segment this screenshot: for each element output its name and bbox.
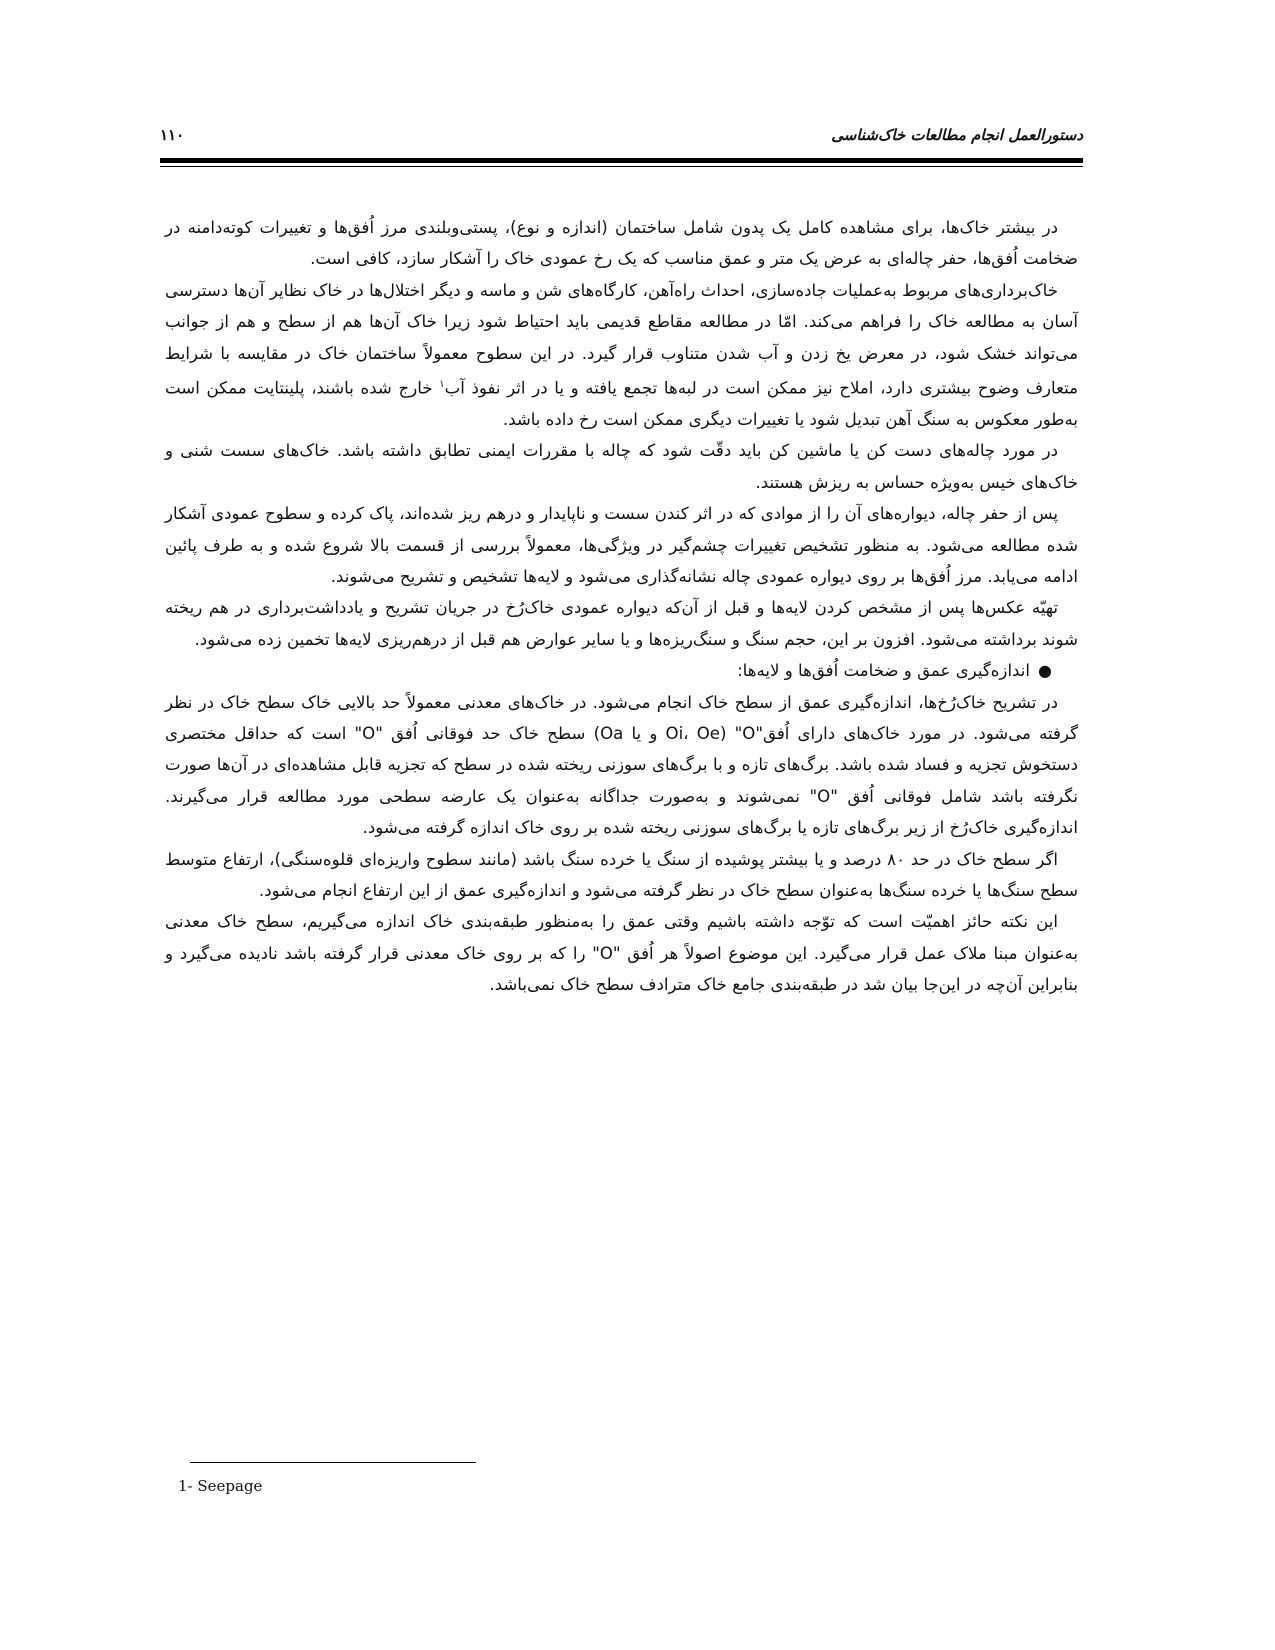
paragraph-6: در تشریح خاک‌رُخ‌ها، اندازه‌گیری عمق از سطح خاک انجام می‌شود. در خاک‌های معدنی معمولاً حد بالایی خاک سطح خاک در نظر گرفته می‌شود. در مورد خاک‌های دارای اُفق"O" (Oi، Oe و یا Oa) سطح خاک حد فوقانی اُفق "O" است که حداقل مختصری دستخوش تجزیه و فساد شده باشد. برگ‌های تازه و با برگ‌های سوزنی ریخته شده در سطح که تجزیه قابل مشاهده‌ای در آن‌ها صورت نگرفته باشد شامل فوقانی اُفق "O" نمی‌شوند و به‌صورت جداگانه به‌عنوان یک عارضه سطحی مورد مطالعه قرار می‌گیرند. اندازه‌گیری خاک‌رُخ از زیر برگ‌های تازه یا برگ‌های سوزنی ریخته شده بر روی خاک اندازه گرفته می‌شود. [165, 692, 1079, 838]
paragraph-2-part-a: خاک‌برداری‌های مربوط به‌عملیات جاده‌سازی، احداث راه‌آهن، کارگاه‌های شن و ماسه و دیگر اختلال‌ها در خاک نظایر آن‌ها دسترسی آسان به مطالعه خاک را فراهم می‌کند. امّا در مطالعه مقاطع قدیمی باید احتیاط شود زیرا خاک آن‌ها هم از سطح و هم از جوانب می‌تواند خشک شود، در معرض یخ زدن و آب شدن متناوب قرار گیرد. در این سطوح معمولاً ساختمان خاک در مقایسه با شرایط متعارف وضوح بیشتری دارد، املاح نیز ممکن است در لبه‌ها تجمع یافته و یا در اثر نفوذ آب [165, 280, 1078, 398]
page-header [160, 126, 1083, 150]
paragraph-2-part-b: خارج شده باشند، پلینتایت ممکن است به‌طور معکوس به سنگ آهن تبدیل شود یا تغییرات دیگری ممکن است رخ داده باشد. [165, 378, 1078, 429]
bullet-text: اندازه‌گیری عمق و ضخامت اُفق‌ها و لایه‌ها: [737, 661, 1030, 681]
header-rule-thin [160, 166, 1083, 167]
running-title: دستورالعمل انجام مطالعات خاک‌شناسی [831, 126, 1083, 144]
header-rule-thick [160, 158, 1083, 163]
bullet-item [165, 655, 1078, 686]
bullet-icon: ● [1038, 661, 1052, 681]
footnote-rule [190, 1462, 476, 1463]
paragraph-7: اگر سطح خاک در حد ۸۰ درصد و یا بیشتر پوشیده از سنگ یا خرده سنگ باشد (مانند سطوح واریزه‌ای قلوه‌سنگی)، ارتفاع متوسط سطح سنگ‌ها یا خرده سنگ‌ها به‌عنوان سطح خاک در نظر گرفته می‌شود و اندازه‌گیری عمق از این ارتفاع انجام می‌شود. [165, 849, 1078, 901]
paragraph-8: این نکته حائز اهمیّت است که توّجه داشته باشیم وقتی عمق را به‌منظور طبقه‌بندی خاک اندازه می‌گیریم، سطح خاک معدنی به‌عنوان مبنا ملاک عمل قرار می‌گیرد. این موضوع اصولاً هر اُفق "O" را که بر روی خاک معدنی قرار گرفته باشد نادیده می‌گیرد و بنابراین آن‌چه در این‌جا بیان شد در طبقه‌بندی جامع خاک مترادف سطح خاک نمی‌باشد. [165, 912, 1078, 995]
page-number: ۱۱۰ [160, 126, 185, 144]
paragraph-1: در بیشتر خاک‌ها، برای مشاهده کامل یک پدون شامل ساختمان (اندازه و نوع)، پستی‌وبلندی مرز اُفق‌ها و تغییرات کوته‌دامنه در ضخامت اُفق‌ها، حفر چاله‌ای به عرض یک متر و عمق مناسب که یک رخ عمودی خاک را آشکار سازد، کافی است. [165, 218, 1078, 269]
footnote: 1- Seepage [178, 1477, 263, 1495]
paragraph-3: در مورد چاله‌های دست کن یا ماشین کن باید دقّت شود که چاله با مقررات ایمنی تطابق داشته باشد. خاک‌های سست شنی و خاک‌های خیس به‌ویژه حساس به ریزش هستند. [165, 441, 1078, 492]
page-body [165, 212, 1078, 1001]
paragraph-4: پس از حفر چاله، دیواره‌های آن را از موادی که در اثر کندن سست و ناپایدار و درهم ریز شده‌اند، پاک کرده و سطوح عمودی آشکار شده مطالعه می‌شود. به منظور تشخیص تغییرات چشم‌گیر در ویژگی‌ها، معمولاً بررسی از قسمت بالا شروع شده و به طرف پائین ادامه می‌یابد. مرز اُفق‌ها بر روی دیواره عمودی چاله نشانه‌گذاری می‌شود و لایه‌ها تشخیص و تشریح می‌شوند. [165, 504, 1078, 586]
footnote-marker: ۱ [439, 379, 445, 391]
paragraph-2 [165, 275, 1078, 436]
paragraph-5: تهیّه عکس‌ها پس از مشخص کردن لایه‌ها و قبل از آن‌که دیواره عمودی خاک‌رُخ در جریان تشریح و یادداشت‌برداری در هم ریخته شوند برداشته می‌شود. افزون بر این، حجم سنگ و سنگ‌ریزه‌ها و یا سایر عوارض هم قبل از درهم‌ریزی لایه‌ها تخمین زده می‌شود. [165, 598, 1078, 649]
